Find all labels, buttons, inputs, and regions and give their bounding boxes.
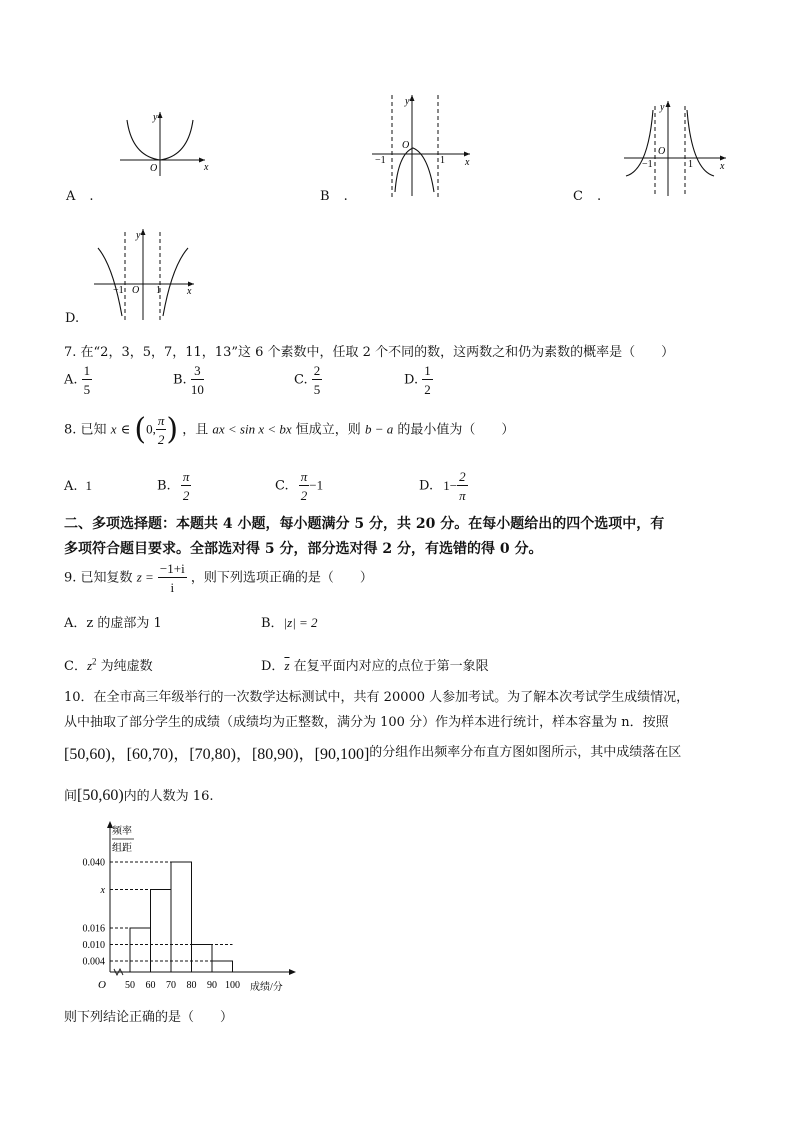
q9-option-a[interactable]: A．z 的虚部为 1 [64,616,162,631]
histogram-x-tick-label: 100 [225,980,240,991]
histogram-y-tick-label: 0.040 [82,857,105,869]
q8-option-b[interactable]: B. $\frac{\pi}{2}$ [157,469,190,503]
histogram-bar [212,961,233,972]
svg-text:x: x [720,161,725,172]
histogram-xlabel: 成绩/分 [250,982,283,993]
svg-text:O: O [132,285,140,296]
q8-option-a[interactable]: A. 1 [64,478,93,494]
svg-text:1: 1 [688,159,693,170]
graph-a [110,108,230,178]
svg-text:−1: −1 [113,285,124,296]
histogram-ylabel-top: 频率 [112,826,132,837]
q9-option-b[interactable]: B．|z| = 2 [261,615,318,631]
q7-stem: 7. 在“2，3，5，7，11，13”这 6 个素数中，任取 2 个不同的数，这两数之和仍为素数的概率是（ ） [64,345,675,360]
graph-c-label: C . [573,189,602,204]
q10-line1: 10．在全市高三年级举行的一次数学达标测试中，共有 20000 人参加考试。为了解本次考试学生成绩情况， [64,690,690,705]
svg-text:−1: −1 [375,155,386,166]
histogram-x-tick-label: 50 [125,980,135,991]
svg-text:y: y [153,112,158,123]
graph-d-label: D. [65,311,80,326]
q10-line2: 从中抽取了部分学生的成绩（成绩均为正整数，满分为 100 分）作为样本进行统计，样本容量为 n．按照 [64,715,669,730]
svg-text:x: x [465,157,470,168]
svg-text:−1: −1 [642,159,653,170]
histogram-bar [192,945,213,973]
svg-text:x: x [187,286,192,297]
q8-option-d[interactable]: D. 1− $\frac{2}{\pi}$ [419,469,466,503]
q8-option-c[interactable]: C. $\frac{\pi}{2}$ −1 [275,469,324,503]
graph-b [368,92,478,202]
histogram-bar [130,928,151,972]
svg-text:y: y [405,96,410,107]
q9-option-c[interactable]: C．$z^2$ 为纯虚数 [64,656,153,674]
graph-b-label: B . [320,189,348,204]
histogram-y-tick-label: 0.016 [82,923,105,935]
q7-option-a[interactable]: A. $\frac{1}{5}$ [64,363,91,397]
histogram-x-tick-label: 80 [186,980,197,991]
svg-text:y: y [136,230,141,241]
graph-a-label: A . [66,189,94,204]
q8-options [64,470,564,510]
q7-option-d[interactable]: D. $\frac{1}{2}$ [404,363,431,397]
section2-heading-line1: 二、多项选择题：本题共 4 小题，每小题满分 5 分，共 20 分。在每小题给出的四个选项中，有 [64,516,665,532]
q10-line4: 间[50,60)内的人数为 16. [64,787,214,804]
svg-text:x: x [204,162,209,173]
q10-closing: 则下列结论正确的是（ ） [64,1010,234,1025]
svg-text:O: O [658,146,666,157]
histogram-bar [171,862,192,972]
graph-b-curve [395,148,434,192]
histogram-y-tick-label: 0.004 [82,956,105,968]
histogram-axes [107,821,296,975]
frequency-histogram [64,818,314,998]
svg-text:y: y [660,102,665,113]
histogram-bar [151,890,172,973]
histogram-x-tick-label: 70 [166,980,176,991]
svg-text:1: 1 [156,285,161,296]
graph-c [622,98,732,198]
histogram-x-tick-label: 60 [145,980,156,991]
graph-d [88,226,200,322]
q7-option-c[interactable]: C. $\frac{2}{5}$ [294,363,321,397]
histogram-origin: O [98,979,106,991]
svg-text:1: 1 [440,155,445,166]
histogram-ylabel-bottom: 组距 [112,843,132,854]
graph-d-right-branch [163,248,188,316]
q8-stem: 8. 已知 x ∈ (0, $\frac{\pi}{2}$ ) ，且 ax < sin x < bx 恒成立，则 b − a 的最小值为（ ） [64,412,515,447]
q9-stem: 9. 已知复数 z = $\frac{-1+i}{i}$ ，则下列选项正确的是（ ） [64,561,373,595]
histogram-y-tick-label: x [100,885,105,896]
histogram-y-tick-label: 0.010 [82,940,105,951]
section2-heading-line2: 多项符合题目要求。全部选对得 5 分，部分选对得 2 分，有选错的得 0 分。 [64,541,543,557]
q10-line3: [50,60)，[60,70)，[70,80)，[80,90)，[90,100]的分组作出频率分布直方图如图所示，其中成绩落在区 [64,745,682,763]
svg-text:O: O [402,140,410,151]
q7-option-b[interactable]: B. $\frac{3}{10}$ [173,363,204,397]
q9-option-d[interactable]: D．$\overline{z}$ 在复平面内对应的点位于第一象限 [261,658,489,674]
histogram-x-tick-label: 90 [207,980,217,991]
graph-d-left-branch [98,248,122,316]
svg-text:O: O [150,163,158,174]
